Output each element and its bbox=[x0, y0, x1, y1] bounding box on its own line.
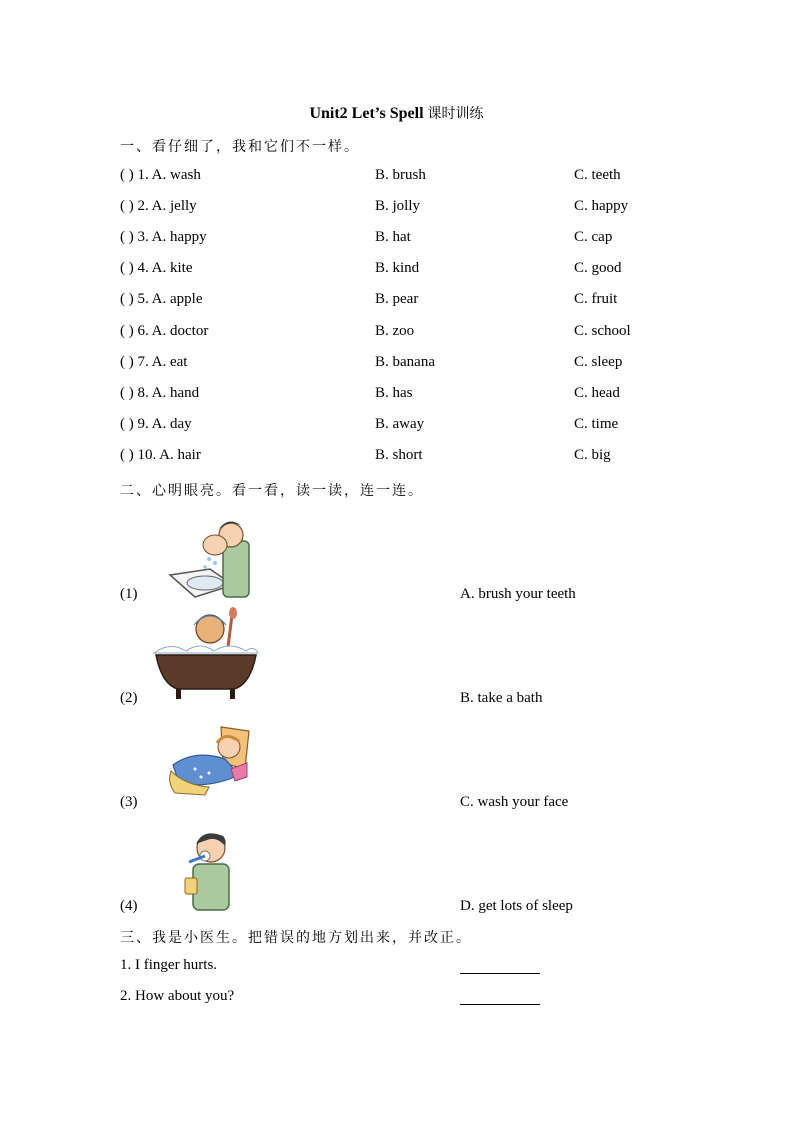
question-option-a: ( ) 2. A. jelly bbox=[120, 198, 197, 214]
section3-heading: 三、我是小医生。把错误的地方划出来，并改正。 bbox=[120, 930, 472, 946]
question-option-c: C. big bbox=[574, 447, 611, 463]
question-option-b: B. banana bbox=[375, 354, 435, 370]
question-option-a: ( ) 4. A. kite bbox=[120, 260, 193, 276]
question-option-b: B. short bbox=[375, 447, 423, 463]
matching-number: (1) bbox=[120, 586, 138, 602]
answer-blank[interactable] bbox=[460, 957, 540, 974]
matching-number: (2) bbox=[120, 690, 138, 706]
question-option-a: ( ) 5. A. apple bbox=[120, 291, 203, 307]
matching-phrase: B. take a bath bbox=[460, 690, 543, 706]
question-option-c: C. fruit bbox=[574, 291, 618, 307]
question-option-a: ( ) 1. A. wash bbox=[120, 167, 201, 183]
title-english: Unit2 Let’s Spell bbox=[309, 105, 428, 122]
question-option-c: C. teeth bbox=[574, 167, 621, 183]
question-row bbox=[120, 385, 680, 407]
question-option-a: ( ) 9. A. day bbox=[120, 416, 192, 432]
question-option-b: B. kind bbox=[375, 260, 420, 276]
question-option-b: B. away bbox=[375, 416, 425, 432]
question-option-a: ( ) 3. A. happy bbox=[120, 229, 207, 245]
answer-blank[interactable] bbox=[460, 988, 540, 1005]
question-option-c: C. sleep bbox=[574, 354, 623, 370]
correction-sentence: 1. I finger hurts. bbox=[120, 957, 218, 973]
question-option-b: B. brush bbox=[375, 167, 426, 183]
boy-brushing-teeth-icon bbox=[183, 826, 239, 912]
matching-number: (4) bbox=[120, 898, 138, 914]
correction-sentence: 2. How about you? bbox=[120, 988, 235, 1004]
section1-heading: 一、看仔细了，我和它们不一样。 bbox=[120, 139, 360, 155]
question-row bbox=[120, 447, 680, 469]
question-option-a: ( ) 10. A. hair bbox=[120, 447, 201, 463]
matching-phrase: D. get lots of sleep bbox=[460, 898, 573, 914]
question-option-c: C. head bbox=[574, 385, 620, 401]
question-row bbox=[120, 167, 680, 189]
page-title bbox=[0, 103, 793, 123]
question-row bbox=[120, 260, 680, 282]
question-row bbox=[120, 229, 680, 251]
question-option-b: B. zoo bbox=[375, 323, 415, 339]
question-option-b: B. jolly bbox=[375, 198, 421, 214]
question-option-c: C. cap bbox=[574, 229, 613, 245]
question-option-b: B. pear bbox=[375, 291, 419, 307]
question-option-a: ( ) 6. A. doctor bbox=[120, 323, 209, 339]
title-chinese: 课时训练 bbox=[427, 106, 484, 122]
question-option-c: C. time bbox=[574, 416, 619, 432]
question-option-b: B. has bbox=[375, 385, 413, 401]
child-sleeping-in-bed-icon bbox=[165, 723, 255, 797]
question-option-c: C. school bbox=[574, 323, 631, 339]
matching-number: (3) bbox=[120, 794, 138, 810]
question-row bbox=[120, 198, 680, 220]
question-option-a: ( ) 7. A. eat bbox=[120, 354, 188, 370]
question-option-a: ( ) 8. A. hand bbox=[120, 385, 200, 401]
question-option-c: C. happy bbox=[574, 198, 629, 214]
question-row bbox=[120, 323, 680, 345]
section2-heading: 二、心明眼亮。看一看，读一读，连一连。 bbox=[120, 483, 424, 499]
question-option-c: C. good bbox=[574, 260, 622, 276]
child-in-bathtub-icon bbox=[150, 607, 262, 705]
matching-phrase: C. wash your face bbox=[460, 794, 569, 810]
question-row bbox=[120, 291, 680, 313]
question-option-b: B. hat bbox=[375, 229, 411, 245]
matching-phrase: A. brush your teeth bbox=[460, 586, 576, 602]
question-row bbox=[120, 416, 680, 438]
boy-washing-face-icon bbox=[165, 513, 255, 601]
question-row bbox=[120, 354, 680, 376]
